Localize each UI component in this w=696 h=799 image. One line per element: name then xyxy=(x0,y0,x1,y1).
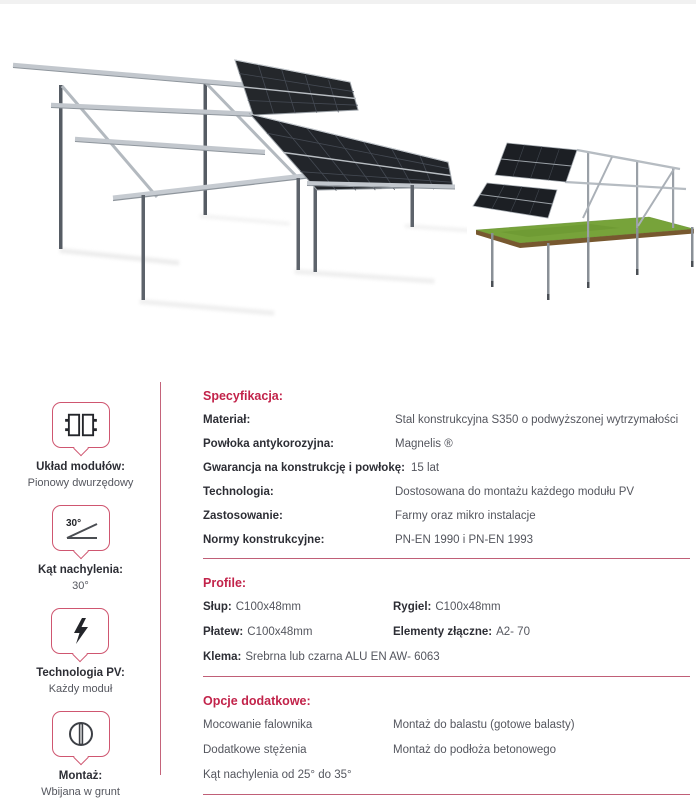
profile-row xyxy=(203,626,690,639)
spec-label: Normy konstrukcyjne: xyxy=(203,534,325,546)
section-specification xyxy=(203,389,690,559)
profile-cell xyxy=(203,601,393,614)
spec-value: PN-EN 1990 i PN-EN 1993 xyxy=(395,534,534,546)
profile-cell xyxy=(203,651,446,664)
section-heading: Specyfikacja: xyxy=(203,389,283,403)
feature-label: Technologia PV: xyxy=(36,667,125,679)
spec-row xyxy=(203,438,690,451)
hero-structure-grass-svg xyxy=(470,138,696,302)
feature-value: 30° xyxy=(72,580,89,592)
profile-label: Płatew: xyxy=(203,626,244,638)
tilt-angle-icon xyxy=(61,513,101,543)
section-heading: Profile: xyxy=(203,576,247,590)
feature-value: Wbijana w grunt xyxy=(41,786,120,798)
feature-value: Pionowy dwurzędowy xyxy=(27,477,134,489)
profile-value: Srebrna lub czarna ALU EN AW- 6063 xyxy=(245,651,440,663)
lightning-icon xyxy=(65,616,95,646)
profile-cell xyxy=(393,626,583,639)
feature-tilt-angle xyxy=(38,505,123,593)
icon-bubble xyxy=(52,711,110,757)
feature-label: Montaż: xyxy=(58,770,103,782)
feature-value: Każdy moduł xyxy=(48,683,113,695)
spec-row xyxy=(203,414,690,427)
profile-value: C100x48mm xyxy=(435,601,501,613)
icon-bubble xyxy=(51,608,109,654)
spec-value: Stal konstrukcyjna S350 o podwyższonej wytrzymałości xyxy=(395,414,679,426)
profile-label: Elementy złączne: xyxy=(393,626,493,638)
section-separator xyxy=(203,558,690,559)
feature-label: Układ modułów: xyxy=(36,461,125,473)
option-item: Dodatkowe stężenia xyxy=(203,744,307,756)
spec-label: Zastosowanie: xyxy=(203,510,283,522)
profile-cell xyxy=(393,601,583,614)
spec-value: Magnelis ® xyxy=(395,438,453,450)
options-row xyxy=(203,769,690,782)
section-heading: Opcje dodatkowe: xyxy=(203,694,311,708)
profile-value: C100x48mm xyxy=(235,601,301,613)
profile-label: Słup: xyxy=(203,601,232,613)
feature-modules-layout xyxy=(28,402,134,490)
option-item: Mocowanie falownika xyxy=(203,719,313,731)
spec-label: Powłoka antykorozyjna: xyxy=(203,438,335,450)
feature-mounting xyxy=(41,711,120,799)
profile-label: Klema: xyxy=(203,651,242,663)
profile-cell xyxy=(203,626,393,639)
spec-row xyxy=(203,486,690,499)
profile-label: Rygiel: xyxy=(393,601,432,613)
icon-bubble xyxy=(52,402,110,448)
svg-text:30°: 30° xyxy=(65,518,81,529)
option-item: Montaż do balastu (gotowe balasty) xyxy=(393,719,575,731)
spec-value: Dostosowana do montażu każdego modułu PV xyxy=(395,486,635,498)
top-edge-strip xyxy=(0,0,696,4)
feature-label: Kąt nachylenia: xyxy=(38,564,123,576)
spec-content xyxy=(203,389,690,795)
modules-layout-icon xyxy=(62,411,100,439)
section-separator xyxy=(203,794,690,795)
section-options xyxy=(203,694,690,795)
profile-row xyxy=(203,601,690,614)
feature-pv-technology xyxy=(36,608,125,696)
section-separator xyxy=(203,676,690,677)
spec-label: Materiał: xyxy=(203,414,251,426)
spec-row xyxy=(203,534,690,547)
product-image-main[interactable] xyxy=(5,52,467,352)
product-image-small[interactable] xyxy=(470,138,696,302)
section-profiles xyxy=(203,576,690,677)
spec-row xyxy=(203,462,690,475)
spec-row xyxy=(203,510,690,523)
ground-screw-icon xyxy=(65,719,97,749)
spec-label: Gwarancja na konstrukcję i powłokę: xyxy=(203,462,405,474)
icon-bubble xyxy=(52,505,110,551)
feature-sidebar xyxy=(0,402,161,799)
hero-structure-svg xyxy=(5,52,467,352)
option-item: Montaż do podłoża betonowego xyxy=(393,744,557,756)
spec-value: 15 lat xyxy=(410,462,440,474)
profile-value: A2- 70 xyxy=(496,626,530,638)
option-item: Kąt nachylenia od 25° do 35° xyxy=(203,769,352,781)
profile-value: C100x48mm xyxy=(247,626,313,638)
spec-value: Farmy oraz mikro instalacje xyxy=(395,510,536,522)
options-row xyxy=(203,719,690,732)
options-row xyxy=(203,744,690,757)
spec-label: Technologia: xyxy=(203,486,274,498)
profile-row xyxy=(203,651,690,664)
